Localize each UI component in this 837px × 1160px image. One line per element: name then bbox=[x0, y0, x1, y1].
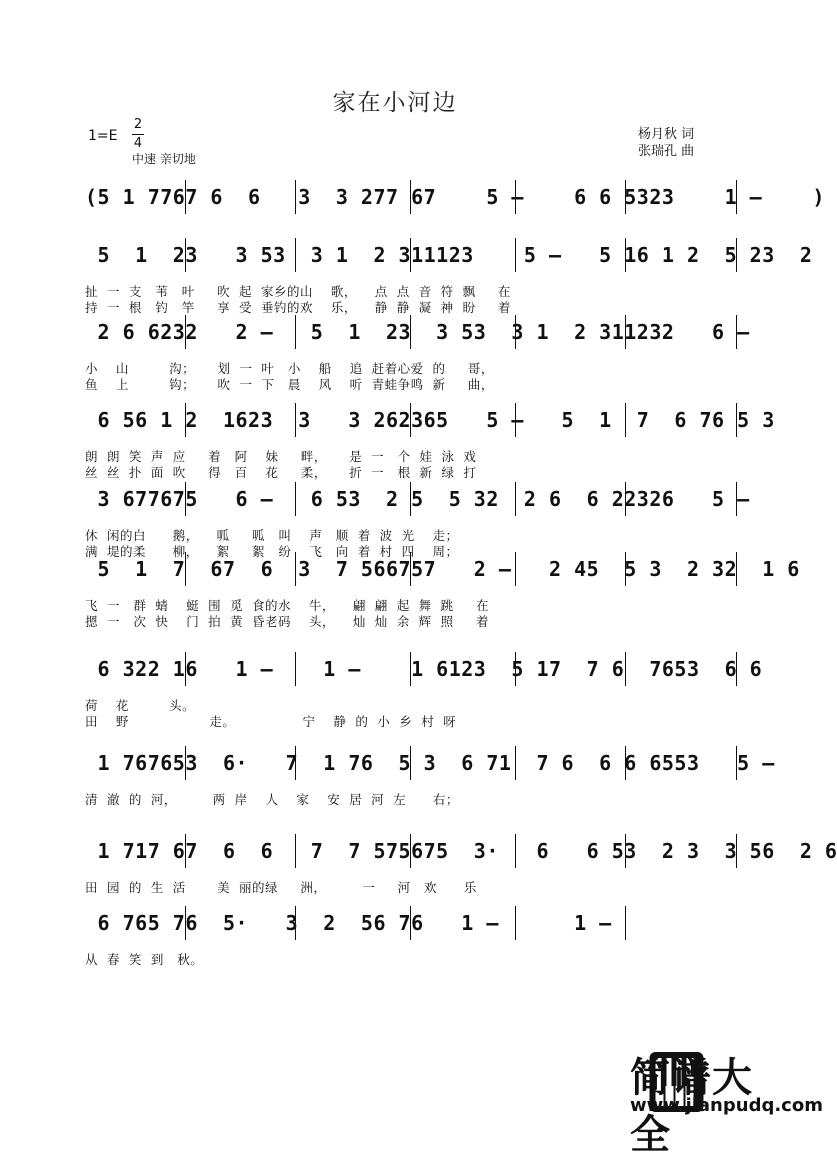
notation-row bbox=[83, 552, 800, 586]
notes: 5 1 7 67 6 3 7 566757 2 – 2 45 5 3 2 32 1 6 bbox=[85, 557, 800, 581]
time-signature bbox=[132, 118, 144, 151]
lyric-line: 飞 一 群 蜻 蜓 围 觅 食的水 牛， 翩 翩 起 舞 跳 在 bbox=[85, 598, 489, 613]
composer: 张瑞孔 曲 bbox=[638, 144, 695, 159]
lyric-line: 鱼 上 钩； 吹 一 下 晨 风 听 青蛙争鸣 新 曲， bbox=[85, 377, 494, 392]
lyricist: 杨月秋 词 bbox=[638, 127, 695, 142]
notation-row bbox=[83, 238, 813, 272]
lyric-line: 丝 丝 扑 面 吹 得 百 花 柔， 折 一 根 新 绿 打 bbox=[85, 465, 477, 480]
notation-row bbox=[83, 834, 837, 868]
lyric-line: 田 园 的 生 活 美 丽的绿 洲， 一 河 欢 乐 bbox=[85, 880, 477, 895]
notes: 6 56 1 2 1623 3 3 262365 5 – 5 1 7 6 76 5 3 bbox=[85, 408, 775, 432]
lyric-line: 朗 朗 笑 声 应 着 阿 妹 畔， 是 一 个 娃 泳 戏 bbox=[85, 449, 477, 464]
notes: 2 6 6232 2 – 5 1 23 3 53 3 1 2 311232 6 – bbox=[85, 320, 750, 344]
lyric-line: 清 澈 的 河， 两 岸 人 家 安 居 河 左 右； bbox=[85, 792, 459, 807]
notation-row bbox=[83, 403, 775, 437]
notation-row bbox=[83, 180, 825, 214]
song-title: 家在小河边 bbox=[332, 90, 458, 116]
notation-row bbox=[83, 315, 750, 349]
meter-bottom: 4 bbox=[133, 136, 143, 151]
notes: 6 322 16 1 – 1 – 1 6123 5 17 7 6 7653 6 6 bbox=[85, 657, 763, 681]
notes: 6 765 76 5· 3 2 56 76 1 – 1 – bbox=[85, 911, 612, 935]
lyric-line: 扯 一 支 苇 叶 吹 起 家乡的山 歌， 点 点 音 符 飘 在 bbox=[85, 284, 511, 299]
lyric-line: 荷 花 头。 bbox=[85, 698, 196, 713]
key-signature: 1=E bbox=[88, 128, 118, 144]
notation-row bbox=[83, 906, 738, 940]
notes: (5 1 7767 6 6 3 3 277 67 5 – 6 6 5323 1 – ) bbox=[85, 185, 825, 209]
lyric-line: 满 堤的柔 柳， 絮 絮 纷 飞 向 着 村 四 周； bbox=[85, 544, 459, 559]
notation-row bbox=[83, 482, 750, 516]
lyric-line: 小 山 沟； 划 一 叶 小 船 追 赶着心爱 的 哥， bbox=[85, 361, 494, 376]
meter-top: 2 bbox=[133, 117, 143, 132]
credits bbox=[638, 126, 694, 160]
lyric-line: 持 一 根 钓 竿 享 受 垂钓的欢 乐， 静 静 凝 神 盼 着 bbox=[85, 300, 511, 315]
tempo-marking: 中速 亲切地 bbox=[132, 152, 196, 166]
notation-row bbox=[83, 746, 775, 780]
notes: 5 1 23 3 53 3 1 2 311123 5 – 5 16 1 2 5 23 2 bbox=[85, 243, 813, 267]
lyric-line: 休 闲的白 鹅， 呱 呱 叫 声 顺 着 波 光 走； bbox=[85, 528, 459, 543]
notes: 3 677675 6 – 6 53 2 5 5 32 2 6 6 22326 5 – bbox=[85, 487, 750, 511]
lyric-line: 摁 一 次 快 门 拍 黄 昏老码 头， 灿 灿 余 辉 照 着 bbox=[85, 614, 489, 629]
notes: 1 717 67 6 6 7 7 575675 3· 6 6 53 2 3 3 56 2 6 bbox=[85, 839, 837, 863]
brand-name: 简谱大全 bbox=[630, 1055, 753, 1158]
notation-row bbox=[83, 652, 763, 686]
notes: 1 767653 6· 7 1 76 5 3 6 71 7 6 6 6 6553 5 – bbox=[85, 751, 775, 775]
brand-url: www.jianpudq.com bbox=[630, 1095, 823, 1116]
lyric-line: 从 春 笑 到 秋。 bbox=[85, 952, 204, 967]
lyric-line: 田 野 走。 宁 静 的 小 乡 村 呀 bbox=[85, 714, 457, 729]
